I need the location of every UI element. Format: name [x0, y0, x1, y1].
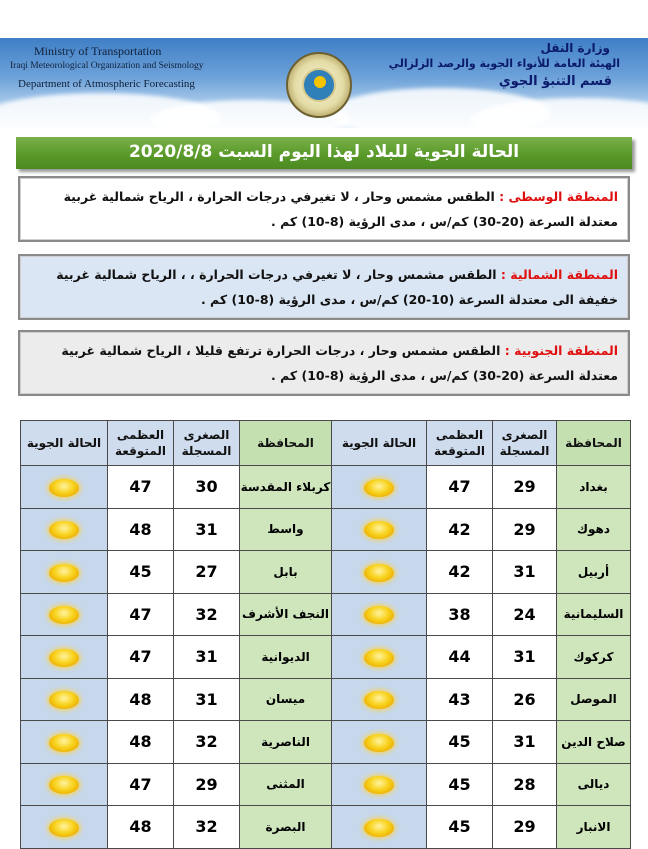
weather-condition-cell [332, 678, 427, 721]
sunny-icon [49, 776, 79, 794]
sunny-icon [49, 649, 79, 667]
weather-condition-cell [332, 763, 427, 806]
weather-condition-cell [332, 593, 427, 636]
governorate-cell: المثنى [240, 763, 332, 806]
weather-condition-cell [332, 466, 427, 509]
min-temp-cell: 32 [174, 806, 240, 849]
min-temp-cell: 31 [174, 508, 240, 551]
region-central [18, 176, 630, 242]
table-row [21, 466, 631, 509]
sunny-icon [364, 776, 394, 794]
header-min: الصغرى المسجلة [174, 421, 240, 466]
max-temp-cell: 45 [108, 551, 174, 594]
min-temp-cell: 26 [493, 678, 557, 721]
page-title: الحالة الجوية للبلاد لهذا اليوم السبت 2020/8/8 [128, 142, 520, 162]
governorate-cell: كربلاء المقدسة [240, 466, 332, 509]
max-temp-cell: 48 [108, 721, 174, 764]
region-north-name: المنطقة الشمالية : [500, 267, 618, 282]
ministry-en: Ministry of Transportation [34, 44, 162, 58]
max-temp-cell: 47 [427, 466, 493, 509]
min-temp-cell: 29 [174, 763, 240, 806]
min-temp-cell: 29 [493, 466, 557, 509]
governorate-cell: البصرة [240, 806, 332, 849]
weather-table [20, 420, 631, 849]
sunny-icon [364, 819, 394, 837]
sunny-icon [49, 521, 79, 539]
region-central-name: المنطقة الوسطى : [499, 189, 618, 204]
max-temp-cell: 45 [427, 806, 493, 849]
sunny-icon [364, 734, 394, 752]
department-ar: قسم التنبؤ الجوي [498, 74, 612, 89]
table-row [21, 806, 631, 849]
sunny-icon [364, 521, 394, 539]
weather-condition-cell [21, 466, 108, 509]
max-temp-cell: 38 [427, 593, 493, 636]
header-governorate: المحافظة [240, 421, 332, 466]
governorate-cell: كركوك [557, 636, 631, 679]
min-temp-cell: 32 [174, 721, 240, 764]
governorate-cell: الناصرية [240, 721, 332, 764]
weather-condition-cell [21, 806, 108, 849]
region-south-text: الطقس مشمس وحار ، درجات الحرارة ترتفع قليلا ، الرياح شمالية غربية معتدلة السرعة (20-30) كم/س ، مدى الرؤية (8-10) كم . [61, 343, 618, 383]
department-en: Department of Atmospheric Forecasting [18, 78, 195, 90]
header-sky: الحالة الجوية [21, 421, 108, 466]
governorate-cell: بغداد [557, 466, 631, 509]
governorate-cell: ديالى [557, 763, 631, 806]
min-temp-cell: 31 [493, 721, 557, 764]
organization-logo [286, 52, 352, 118]
weather-condition-cell [21, 551, 108, 594]
min-temp-cell: 27 [174, 551, 240, 594]
region-north [18, 254, 630, 320]
sunny-icon [49, 819, 79, 837]
table-row [21, 593, 631, 636]
region-south-name: المنطقة الجنوبية : [504, 343, 618, 358]
sunny-icon [364, 479, 394, 497]
max-temp-cell: 47 [108, 763, 174, 806]
governorate-cell: السليمانية [557, 593, 631, 636]
ministry-ar: وزارة النقل [540, 41, 610, 55]
table-row [21, 763, 631, 806]
weather-condition-cell [332, 508, 427, 551]
min-temp-cell: 24 [493, 593, 557, 636]
max-temp-cell: 43 [427, 678, 493, 721]
header-banner [0, 38, 648, 128]
weather-condition-cell [332, 721, 427, 764]
min-temp-cell: 31 [493, 551, 557, 594]
sunny-icon [49, 606, 79, 624]
min-temp-cell: 28 [493, 763, 557, 806]
header-max: العظمى المتوقعة [427, 421, 493, 466]
weather-condition-cell [332, 551, 427, 594]
weather-condition-cell [21, 763, 108, 806]
max-temp-cell: 42 [427, 551, 493, 594]
weather-condition-cell [332, 636, 427, 679]
weather-condition-cell [21, 721, 108, 764]
sunny-icon [364, 649, 394, 667]
max-temp-cell: 45 [427, 721, 493, 764]
min-temp-cell: 31 [174, 636, 240, 679]
governorate-cell: ميسان [240, 678, 332, 721]
governorate-cell: أربيل [557, 551, 631, 594]
max-temp-cell: 47 [108, 636, 174, 679]
organization-ar: الهيئة العامة للأنواء الجوية والرصد الزلزالي [388, 57, 620, 70]
governorate-cell: النجف الأشرف [240, 593, 332, 636]
sunny-icon [49, 564, 79, 582]
min-temp-cell: 31 [174, 678, 240, 721]
table-row [21, 551, 631, 594]
sunny-icon [364, 564, 394, 582]
governorate-cell: الديوانية [240, 636, 332, 679]
weather-condition-cell [21, 678, 108, 721]
min-temp-cell: 31 [493, 636, 557, 679]
table-row [21, 678, 631, 721]
governorate-cell: واسط [240, 508, 332, 551]
max-temp-cell: 48 [108, 678, 174, 721]
governorate-cell: بابل [240, 551, 332, 594]
max-temp-cell: 48 [108, 508, 174, 551]
max-temp-cell: 45 [427, 763, 493, 806]
table-header-row [21, 421, 631, 466]
max-temp-cell: 47 [108, 593, 174, 636]
governorate-cell: صلاح الدين [557, 721, 631, 764]
title-bar [16, 137, 632, 169]
header-max: العظمى المتوقعة [108, 421, 174, 466]
max-temp-cell: 47 [108, 466, 174, 509]
sunny-icon [49, 479, 79, 497]
header-min: الصغرى المسجلة [493, 421, 557, 466]
weather-condition-cell [21, 508, 108, 551]
weather-condition-cell [21, 593, 108, 636]
governorate-cell: دهوك [557, 508, 631, 551]
header-sky: الحالة الجوية [332, 421, 427, 466]
weather-condition-cell [332, 806, 427, 849]
governorate-cell: الموصل [557, 678, 631, 721]
governorate-cell: الانبار [557, 806, 631, 849]
table-row [21, 636, 631, 679]
sunny-icon [49, 691, 79, 709]
max-temp-cell: 44 [427, 636, 493, 679]
min-temp-cell: 30 [174, 466, 240, 509]
max-temp-cell: 48 [108, 806, 174, 849]
header-governorate: المحافظة [557, 421, 631, 466]
table-row [21, 721, 631, 764]
region-central-text: الطقس مشمس وحار ، لا تغيرفي درجات الحرارة ، الرياح شمالية غربية معتدلة السرعة (20-30) كم/س ، مدى الرؤية (8-10) كم . [63, 189, 618, 229]
region-south [18, 330, 630, 396]
sunny-icon [364, 691, 394, 709]
organization-en: Iraqi Meteorological Organization and Seismology [10, 61, 204, 71]
region-north-text: الطقس مشمس وحار ، لا تغيرفي درجات الحرارة ، ، الرياح شمالية غربية خفيفة الى معتدلة السرعة (10-20) كم/س ، مدى الرؤية (8-10) كم . [56, 267, 618, 307]
min-temp-cell: 29 [493, 806, 557, 849]
min-temp-cell: 29 [493, 508, 557, 551]
sunny-icon [49, 734, 79, 752]
weather-condition-cell [21, 636, 108, 679]
sunny-icon [364, 606, 394, 624]
min-temp-cell: 32 [174, 593, 240, 636]
table-row [21, 508, 631, 551]
max-temp-cell: 42 [427, 508, 493, 551]
